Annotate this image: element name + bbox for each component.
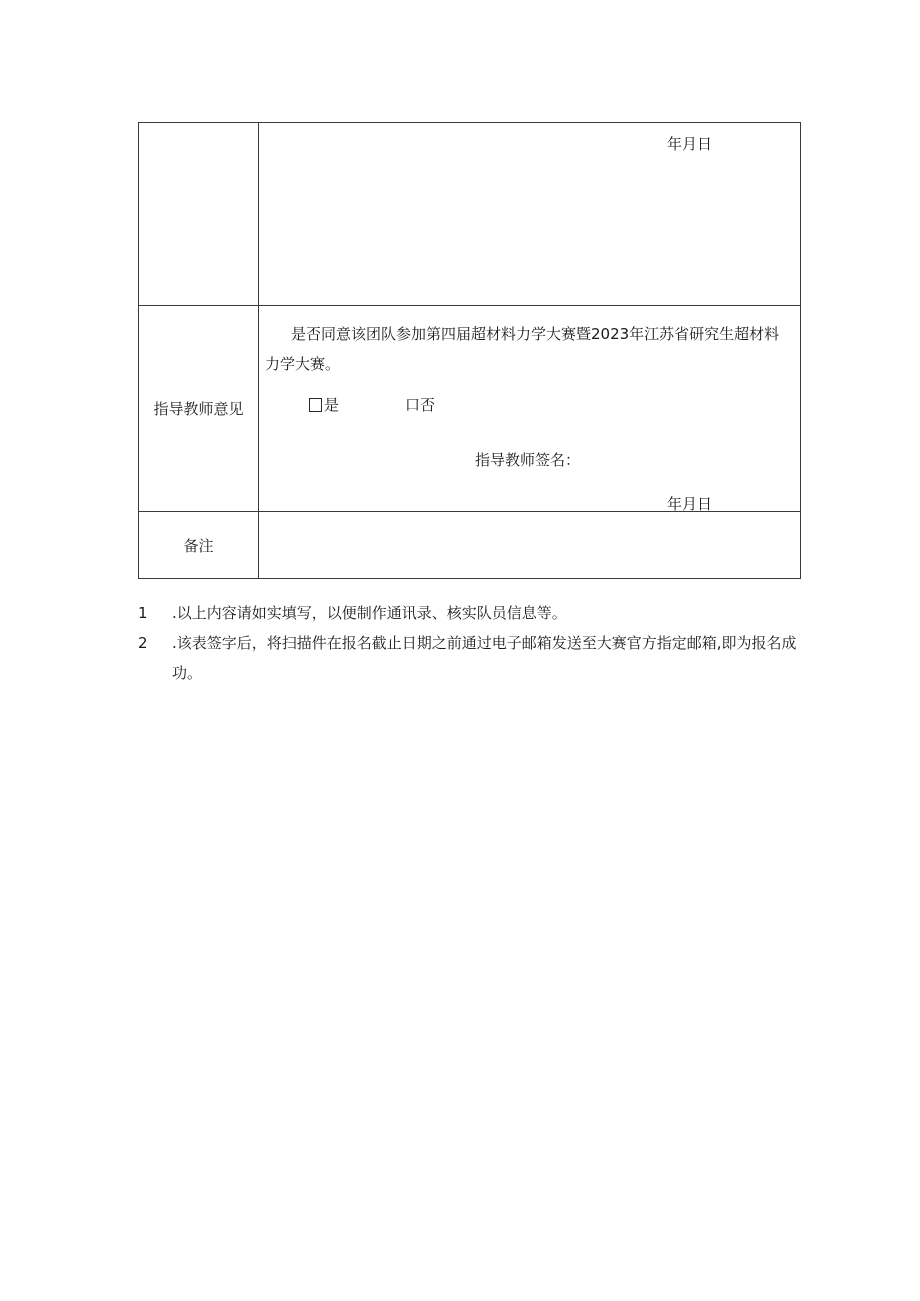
- note-item-1: [138, 598, 801, 628]
- option-no-label: 否: [420, 396, 436, 414]
- note-text-1: .以上内容请如实填写，以便制作通讯录、核实队员信息等。: [172, 604, 567, 622]
- option-no[interactable]: [405, 394, 435, 415]
- form-notes: [138, 598, 801, 688]
- registration-form-table: [138, 122, 801, 579]
- previous-section-label-cell: [139, 123, 259, 306]
- remark-label: 备注: [183, 536, 214, 555]
- advisor-opinion-label: 指导教师意见: [153, 400, 244, 418]
- option-yes[interactable]: [309, 394, 339, 415]
- checkbox-yes[interactable]: [309, 398, 322, 412]
- note-number-1: 1: [138, 604, 148, 622]
- remark-label-cell: [139, 512, 259, 579]
- advisor-opinion-content-cell: [259, 306, 801, 512]
- advisor-opinion-row: [139, 306, 801, 512]
- advisor-consent-statement: 是否同意该团队参加第四届超材料力学大赛暨2023年江苏省研究生超材料力学大赛。: [265, 325, 780, 373]
- remark-content-cell[interactable]: [259, 512, 801, 579]
- previous-section-date: 年月日: [667, 135, 713, 153]
- note-item-2: [138, 628, 801, 688]
- note-text-2: .该表签字后，将扫描件在报名截止日期之前通过电子邮箱发送至大赛官方指定邮箱,即为报名成功。: [172, 634, 797, 682]
- advisor-opinion-label-cell: [139, 306, 259, 512]
- previous-section-content-cell[interactable]: [259, 123, 801, 306]
- option-yes-label: 是: [324, 396, 340, 414]
- advisor-signature-label: 指导教师签名：: [475, 451, 581, 469]
- previous-section-row: [139, 123, 801, 306]
- advisor-signature-date: 年月日: [667, 495, 713, 513]
- note-number-2: 2: [138, 634, 148, 652]
- checkbox-no[interactable]: 口: [405, 396, 421, 414]
- remark-row: [139, 512, 801, 579]
